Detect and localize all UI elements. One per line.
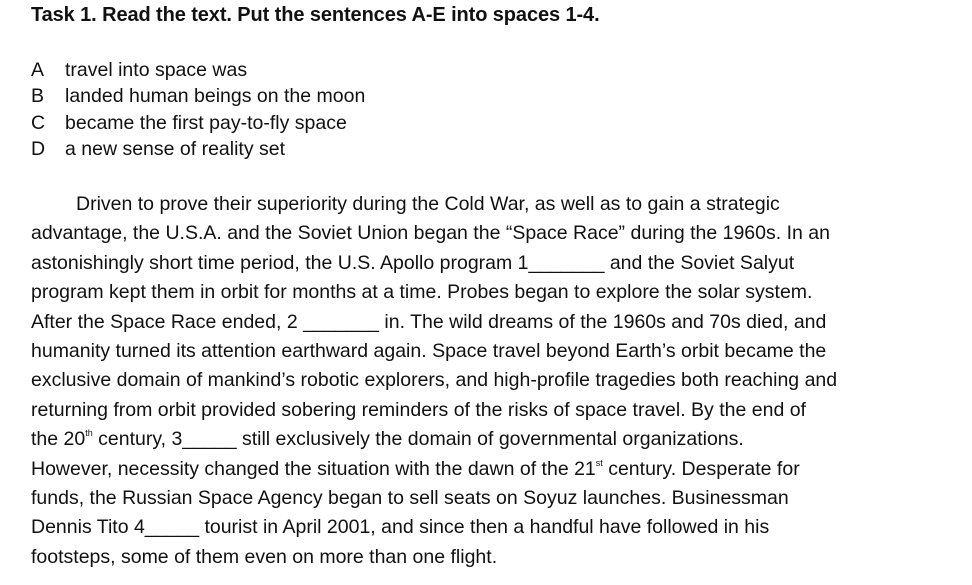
passage-text: century. Desperate for [602, 457, 800, 480]
passage-line: advantage, the U.S.A. and the Soviet Union began the “Space Race” during the 1960s. In an [31, 222, 830, 245]
passage-line: humanity turned its attention earthward again. Space travel beyond Earth’s orbit became the [31, 339, 827, 362]
passage-line [31, 425, 966, 454]
passage-line: footsteps, some of them even on more than one flight. [31, 545, 498, 568]
passage-line: returning from orbit provided sobering reminders of the risks of space travel. By the end of [31, 398, 806, 421]
passage-line: exclusive domain of mankind’s robotic explorers, and high-profile tragedies both reaching and [31, 369, 838, 392]
passage-line: Dennis Tito 4_____ tourist in April 2001, and since then a handful have followed in his [31, 516, 770, 539]
answer-options-list [31, 57, 365, 162]
passage-line: After the Space Race ended, 2 _______ in. The wild dreams of the 1960s and 70s died, and [31, 310, 827, 333]
option-c [31, 110, 365, 136]
option-letter: B [31, 85, 45, 108]
passage-line: program kept them in orbit for months at a time. Probes began to explore the solar system. [31, 281, 813, 304]
option-text: became the first pay-to-fly space [65, 111, 347, 134]
option-text: travel into space was [65, 59, 248, 81]
option-text: a new sense of reality set [65, 137, 286, 160]
option-letter: A [31, 59, 45, 81]
option-letter: C [31, 111, 46, 134]
option-a [31, 57, 365, 83]
passage-text: the 20 [31, 428, 86, 451]
passage-line: funds, the Russian Space Agency began to sell seats on Soyuz launches. Businessman [31, 486, 789, 509]
option-b [31, 83, 365, 109]
passage-text: However, necessity changed the situation with the dawn of the 21 [31, 457, 596, 480]
ordinal-suffix: th [85, 428, 93, 439]
passage-text: century, 3_____ still exclusively the domain of governmental organizations. [92, 428, 744, 451]
option-letter: D [31, 137, 46, 160]
option-d [31, 136, 365, 162]
passage-line: Driven to prove their superiority during the Cold War, as well as to gain a strategic [76, 193, 780, 215]
passage-line [31, 455, 966, 484]
passage-line: astonishingly short time period, the U.S. Apollo program 1_______ and the Soviet Salyut [31, 251, 795, 274]
reading-passage [31, 190, 966, 572]
task-title: Task 1. Read the text. Put the sentences A-E into spaces 1-4. [31, 4, 600, 26]
option-text: landed human beings on the moon [65, 85, 366, 108]
ordinal-suffix: st [595, 457, 603, 468]
